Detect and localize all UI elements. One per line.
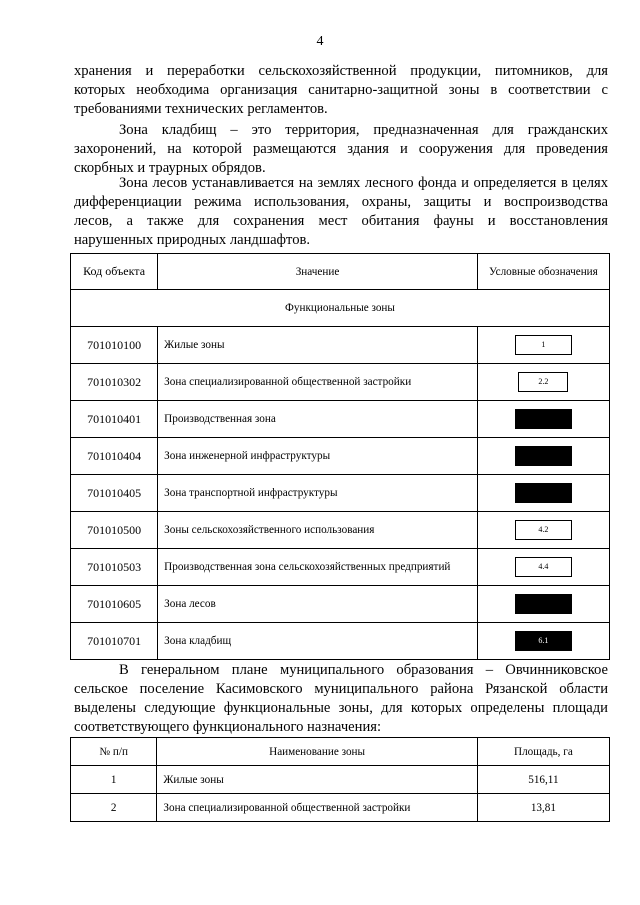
table-row xyxy=(71,512,610,549)
zone-area: 516,11 xyxy=(477,766,609,794)
text-line: выделены следующие функциональные зоны, для которых определены площади xyxy=(74,700,608,716)
functional-zones-legend-table xyxy=(70,253,610,660)
object-code: 701010503 xyxy=(71,549,158,586)
legend-swatch: 4.2 xyxy=(515,520,572,540)
text-line: сельское поселение Касимовского муниципального района Рязанской области xyxy=(74,681,608,697)
table-row xyxy=(71,475,610,512)
object-code: 701010302 xyxy=(71,364,158,401)
object-code: 701010401 xyxy=(71,401,158,438)
table-row xyxy=(71,549,610,586)
text-line: Зона лесов устанавливается на землях лесного фонда и определяется в целях xyxy=(119,175,608,191)
legend-symbol-cell xyxy=(477,586,609,623)
table-header-row xyxy=(71,738,610,766)
page-number: 4 xyxy=(316,34,324,49)
section-title: Функциональные зоны xyxy=(71,290,610,327)
table-row xyxy=(71,401,610,438)
legend-swatch xyxy=(515,483,572,503)
legend-swatch: 6.1 xyxy=(515,631,572,651)
object-code: 701010500 xyxy=(71,512,158,549)
legend-symbol-cell xyxy=(477,623,609,660)
header-num: № п/п xyxy=(71,738,157,766)
legend-symbol-cell xyxy=(477,549,609,586)
table-row xyxy=(71,586,610,623)
table-row xyxy=(71,623,610,660)
header-area: Площадь, га xyxy=(477,738,609,766)
header-code: Код объекта xyxy=(71,254,158,290)
legend-symbol-cell xyxy=(477,364,609,401)
text-line: требованиями технических регламентов. xyxy=(74,101,328,117)
text-line: лесов, а также для сохранения мест обитания фауны и восстановления xyxy=(74,213,608,229)
zone-value: Зона лесов xyxy=(158,586,478,623)
legend-swatch xyxy=(515,594,572,614)
legend-symbol-cell xyxy=(477,438,609,475)
text-line: Зона кладбищ – это территория, предназначенная для гражданских xyxy=(119,122,608,138)
text-line: которых необходима организация санитарно-защитной зоны в соответствии с xyxy=(74,82,608,98)
legend-swatch xyxy=(515,409,572,429)
paragraph-4 xyxy=(74,661,608,737)
legend-symbol-cell xyxy=(477,475,609,512)
table-row xyxy=(71,794,610,822)
table-row xyxy=(71,327,610,364)
legend-symbol-cell xyxy=(477,401,609,438)
text-line: захоронений, на которой размещаются здания и сооружения для проведения xyxy=(74,141,608,157)
zone-area-table xyxy=(70,737,610,822)
header-name: Наименование зоны xyxy=(157,738,477,766)
zone-area: 13,81 xyxy=(477,794,609,822)
zone-value: Зона специализированной общественной застройки xyxy=(158,364,478,401)
zone-value: Жилые зоны xyxy=(158,327,478,364)
legend-swatch: 4.4 xyxy=(515,557,572,577)
object-code: 701010405 xyxy=(71,475,158,512)
legend-symbol-cell xyxy=(477,327,609,364)
table-header-row xyxy=(71,254,610,290)
table-row xyxy=(71,438,610,475)
zone-value: Зона кладбищ xyxy=(158,623,478,660)
object-code: 701010605 xyxy=(71,586,158,623)
header-value: Значение xyxy=(158,254,478,290)
object-code: 701010701 xyxy=(71,623,158,660)
text-line: хранения и переработки сельскохозяйственной продукции, питомников, для xyxy=(74,63,608,79)
zone-value: Производственная зона сельскохозяйственных предприятий xyxy=(158,549,478,586)
legend-symbol-cell xyxy=(477,512,609,549)
object-code: 701010404 xyxy=(71,438,158,475)
paragraph-1 xyxy=(74,62,608,119)
text-line: В генеральном плане муниципального образования – Овчинниковское xyxy=(119,662,608,678)
zone-value: Зона инженерной инфраструктуры xyxy=(158,438,478,475)
table-row xyxy=(71,766,610,794)
legend-swatch: 2.2 xyxy=(518,372,568,392)
zone-value: Производственная зона xyxy=(158,401,478,438)
zone-value: Зоны сельскохозяйственного использования xyxy=(158,512,478,549)
paragraph-2 xyxy=(74,121,608,178)
text-line: скорбных и траурных обрядов. xyxy=(74,160,266,176)
text-line: нарушенных природных ландшафтов. xyxy=(74,232,311,248)
text-line: дифференциации режима использования, охраны, защиты и воспроизводства xyxy=(74,194,608,210)
row-number: 2 xyxy=(71,794,157,822)
zone-name: Зона специализированной общественной застройки xyxy=(157,794,477,822)
paragraph-3 xyxy=(74,174,608,250)
object-code: 701010100 xyxy=(71,327,158,364)
legend-swatch: 1 xyxy=(515,335,572,355)
header-symbol: Условные обозначения xyxy=(477,254,609,290)
table-row xyxy=(71,364,610,401)
text-line: соответствующего функционального назначения: xyxy=(74,719,382,735)
legend-swatch xyxy=(515,446,572,466)
zone-value: Зона транспортной инфраструктуры xyxy=(158,475,478,512)
section-row xyxy=(71,290,610,327)
row-number: 1 xyxy=(71,766,157,794)
zone-name: Жилые зоны xyxy=(157,766,477,794)
